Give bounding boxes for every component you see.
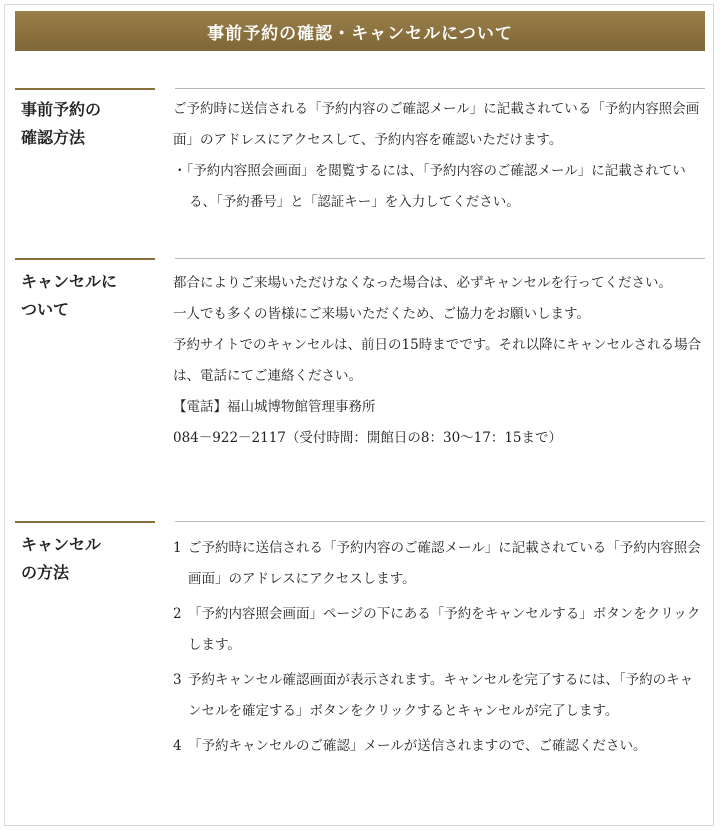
section-label-line: の方法 — [21, 563, 70, 582]
section-rule-left — [15, 88, 155, 90]
section-label — [21, 268, 151, 324]
step-number: 2 — [173, 606, 182, 622]
section-rule-left — [15, 521, 155, 523]
section-rule-right — [175, 88, 705, 89]
paragraph: ご予約時に送信される「予約内容のご確認メール」に記載されている「予約内容照会画面」のアドレスにアクセスして、予約内容を確認いただけます。 — [173, 101, 700, 148]
step-item — [173, 731, 703, 762]
phone-heading: 【電話】福山城博物館管理事務所 — [173, 399, 376, 415]
step-item — [173, 599, 703, 661]
section-label-line: キャンセルに — [21, 272, 118, 291]
paragraph: 一人でも多くの皆様にご来場いただくため、ご協力をお願いします。 — [173, 306, 590, 322]
bullet-note: ・「予約内容照会画面」を閲覧するには、「予約内容のご確認メール」に記載されている、「予約番号」と「認証キー」を入力してください。 — [173, 163, 686, 210]
section-label-line: ついて — [21, 300, 70, 319]
step-number: 1 — [173, 540, 182, 556]
section-rule-left — [15, 258, 155, 260]
step-item — [173, 665, 703, 727]
section-cancel-method — [15, 521, 705, 821]
section-confirm-method — [15, 88, 705, 238]
page-title-banner — [15, 11, 705, 51]
step-text: ご予約時に送信される「予約内容のご確認メール」に記載されている「予約内容照会画面」のアドレスにアクセスします。 — [188, 540, 701, 587]
paragraph: 予約サイトでのキャンセルは、前日の15時までです。それ以降にキャンセルされる場合は、電話にてご連絡ください。 — [173, 337, 702, 384]
step-text: 予約キャンセル確認画面が表示されます。キャンセルを完了するには、「予約のキャンセルを確定する」ボタンをクリックするとキャンセルが完了します。 — [188, 672, 694, 719]
section-label-line: 事前予約の — [21, 100, 102, 119]
section-rule-right — [175, 258, 705, 259]
section-label — [21, 96, 151, 152]
step-number: 4 — [173, 738, 182, 754]
steps-list — [173, 533, 703, 766]
step-text: 「予約内容照会画面」ページの下にある「予約をキャンセルする」ボタンをクリックします。 — [188, 606, 701, 653]
section-rule-right — [175, 521, 705, 522]
step-number: 3 — [173, 672, 182, 688]
paragraph: 都合によりご来場いただけなくなった場合は、必ずキャンセルを行ってください。 — [173, 275, 672, 291]
step-text: 「予約キャンセルのご確認」メールが送信されますので、ご確認ください。 — [188, 738, 647, 754]
section-label-line: キャンセル — [21, 535, 102, 554]
section-label — [21, 531, 151, 587]
phone-number: 084－922－2117（受付時間：開館日の8：30～17：15まで） — [173, 430, 563, 446]
section-label-line: 確認方法 — [21, 128, 86, 147]
section-cancel-about — [15, 258, 705, 508]
section-content — [173, 94, 703, 218]
section-content — [173, 268, 703, 454]
page-title: 事前予約の確認・キャンセルについて — [207, 23, 513, 44]
step-item — [173, 533, 703, 595]
